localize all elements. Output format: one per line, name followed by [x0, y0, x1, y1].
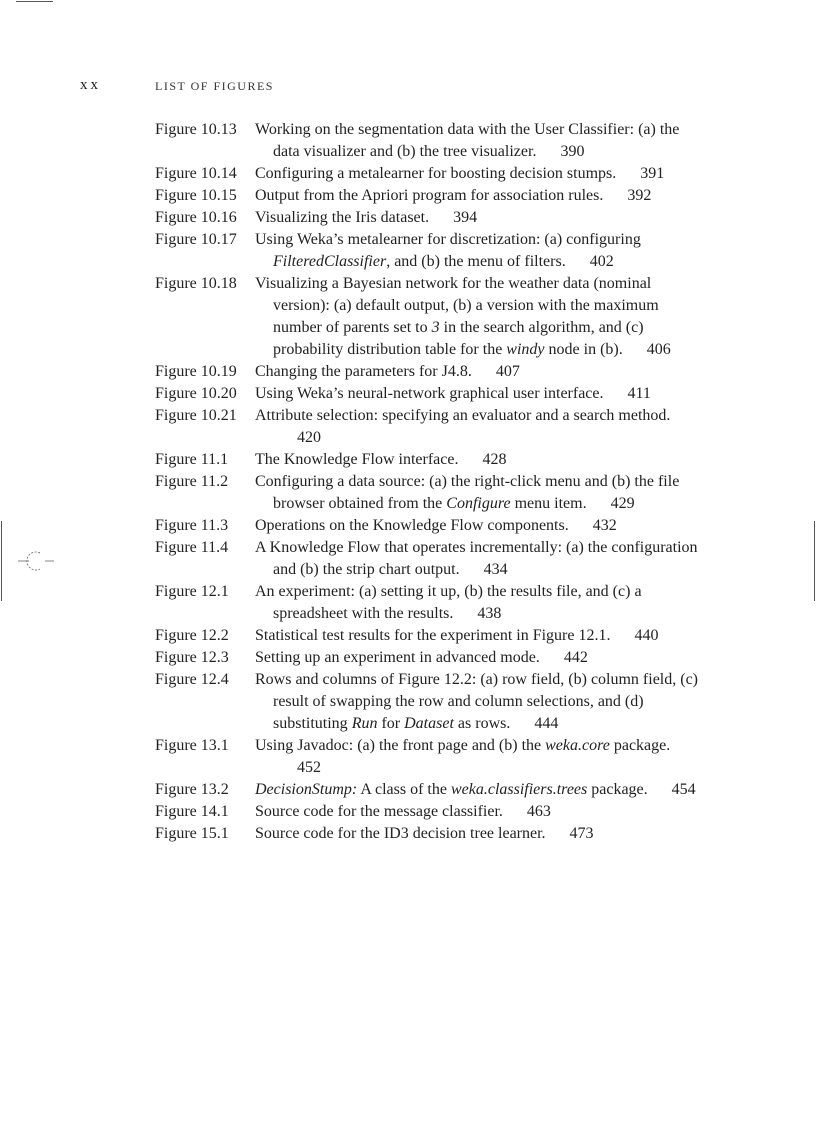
figure-page-number: 452: [297, 759, 321, 776]
caption-text: in the search algorithm, and (c) probability distribution table for the: [273, 319, 644, 358]
figure-label: Figure 10.21: [155, 407, 237, 424]
figure-label: Figure 11.1: [155, 451, 229, 468]
caption-text: Visualizing a Bayesian network for the weather data (nominal version): (a) default output, (b) a version with the maximum number of parents set to: [255, 275, 659, 336]
figure-caption: [255, 207, 703, 229]
figure-label: Figure 10.19: [155, 363, 237, 380]
figure-caption: [255, 735, 703, 779]
caption-italic-text: Dataset: [404, 715, 454, 732]
figure-label: Figure 11.2: [155, 473, 229, 490]
figure-caption: [255, 119, 703, 163]
caption-text: , and (b) the menu of filters.: [386, 253, 566, 270]
figure-entry: [155, 801, 715, 823]
figure-list: [155, 119, 715, 845]
figure-caption: [255, 471, 703, 515]
figure-label: Figure 12.4: [155, 671, 229, 688]
figure-page-number: 407: [495, 363, 520, 380]
figure-page-number: 394: [453, 209, 478, 226]
figure-label: Figure 15.1: [155, 825, 229, 842]
figure-page-number: 420: [297, 429, 321, 446]
figure-caption: [255, 669, 703, 735]
caption-text: A class of the: [357, 781, 451, 798]
figure-entry: [155, 273, 715, 361]
caption-text: Source code for the message classifier.: [255, 803, 503, 820]
figure-caption: [255, 185, 703, 207]
figure-label: Figure 12.2: [155, 627, 229, 644]
caption-text: Setting up an experiment in advanced mode.: [255, 649, 540, 666]
caption-text: Configuring a metalearner for boosting decision stumps.: [255, 165, 617, 182]
figure-page-number: 428: [482, 451, 507, 468]
figure-page-number: 406: [646, 341, 671, 358]
caption-text: Using Weka’s neural-network graphical user interface.: [255, 385, 604, 402]
figure-page-number: 392: [627, 187, 652, 204]
figure-page-number: 411: [627, 385, 651, 402]
figure-page-number: 432: [592, 517, 617, 534]
caption-text: menu item.: [510, 495, 587, 512]
figure-caption: [255, 383, 703, 405]
figure-page-number: 473: [569, 825, 594, 842]
caption-text: Source code for the ID3 decision tree learner.: [255, 825, 546, 842]
figure-label: Figure 14.1: [155, 803, 229, 820]
caption-text: Changing the parameters for J4.8.: [255, 363, 472, 380]
figure-entry: [155, 735, 715, 779]
figure-entry: [155, 537, 715, 581]
caption-italic-text: weka.classifiers.trees: [450, 781, 588, 798]
caption-text: Attribute selection: specifying an evaluator and a search method.: [255, 407, 671, 424]
caption-italic-text: FilteredClassifier: [273, 253, 387, 270]
crop-mark-right: [814, 521, 815, 601]
figure-caption: [255, 647, 703, 669]
figure-label: Figure 11.4: [155, 539, 229, 556]
figure-page-number: 442: [563, 649, 588, 666]
figure-caption: [255, 823, 703, 845]
figure-label: Figure 10.15: [155, 187, 237, 204]
figure-page-number: 390: [560, 143, 585, 160]
figure-label: Figure 10.18: [155, 275, 237, 292]
figure-label: Figure 10.14: [155, 165, 237, 182]
figure-entry: [155, 383, 715, 405]
caption-italic-text: windy: [506, 341, 545, 358]
figure-entry: [155, 581, 715, 625]
figure-page-number: 440: [634, 627, 659, 644]
figure-caption: [255, 537, 703, 581]
caption-italic-text: DecisionStump:: [255, 781, 358, 798]
figure-caption: [255, 163, 703, 185]
figure-entry: [155, 119, 715, 163]
caption-text: Statistical test results for the experiment in Figure 12.1.: [255, 627, 611, 644]
caption-text: Using Weka’s metalearner for discretization: (a) configuring: [255, 231, 641, 248]
figure-label: Figure 11.3: [155, 517, 229, 534]
registration-mark-icon: [18, 548, 54, 574]
figure-label: Figure 13.2: [155, 781, 229, 798]
figure-label: Figure 10.17: [155, 231, 237, 248]
caption-text: for: [377, 715, 405, 732]
figure-caption: [255, 449, 703, 471]
figure-entry: [155, 405, 715, 449]
figure-entry: [155, 647, 715, 669]
figure-label: Figure 12.3: [155, 649, 229, 666]
figure-entry: [155, 361, 715, 383]
crop-mark-left: [1, 521, 2, 601]
caption-text: The Knowledge Flow interface.: [255, 451, 459, 468]
figure-page-number: 444: [534, 715, 559, 732]
caption-text: Using Javadoc: (a) the front page and (b) the: [255, 737, 546, 754]
caption-text: node in (b).: [544, 341, 623, 358]
figure-page-number: 391: [640, 165, 665, 182]
caption-text: A Knowledge Flow that operates incrementally: (a) the configuration and (b) the strip chart output.: [255, 539, 698, 578]
page-number: xx: [80, 77, 101, 93]
figure-entry: [155, 449, 715, 471]
figure-caption: [255, 515, 703, 537]
figure-entry: [155, 471, 715, 515]
figure-caption: [255, 405, 703, 449]
figure-page-number: 429: [610, 495, 635, 512]
caption-italic-text: Run: [351, 715, 378, 732]
caption-italic-text: Configure: [446, 495, 511, 512]
caption-text: package.: [587, 781, 648, 798]
figure-entry: [155, 779, 715, 801]
caption-text: Output from the Apriori program for association rules.: [255, 187, 604, 204]
figure-caption: [255, 581, 703, 625]
caption-text: An experiment: (a) setting it up, (b) the results file, and (c) a spreadsheet with the results.: [255, 583, 642, 622]
figure-entry: [155, 625, 715, 647]
figure-caption: [255, 361, 703, 383]
caption-text: Working on the segmentation data with the User Classifier: (a) the data visualizer and (b) the tree visualizer.: [255, 121, 680, 160]
figure-caption: [255, 801, 703, 823]
caption-text: Visualizing the Iris dataset.: [255, 209, 430, 226]
figure-entry: [155, 207, 715, 229]
figure-page-number: 434: [483, 561, 508, 578]
figure-caption: [255, 779, 703, 801]
figure-caption: [255, 273, 703, 361]
caption-italic-text: 3: [431, 319, 440, 336]
figure-entry: [155, 515, 715, 537]
figure-entry: [155, 163, 715, 185]
figure-page-number: 454: [671, 781, 696, 798]
figure-label: Figure 13.1: [155, 737, 229, 754]
caption-italic-text: weka.core: [545, 737, 610, 754]
caption-text: Configuring a data source: (a) the right-click menu and (b) the file browser obtained from the: [255, 473, 680, 512]
figure-label: Figure 10.13: [155, 121, 237, 138]
figure-page-number: 402: [589, 253, 614, 270]
figure-entry: [155, 229, 715, 273]
figure-label: Figure 10.16: [155, 209, 237, 226]
running-head: LIST OF FIGURES: [155, 79, 274, 93]
figure-entry: [155, 185, 715, 207]
figure-caption: [255, 229, 703, 273]
crop-mark-top: [16, 1, 53, 2]
figure-page-number: 438: [477, 605, 502, 622]
figure-page-number: 463: [526, 803, 551, 820]
figure-entry: [155, 823, 715, 845]
figure-label: Figure 10.20: [155, 385, 237, 402]
caption-text: as rows.: [453, 715, 511, 732]
figure-entry: [155, 669, 715, 735]
caption-text: Rows and columns of Figure 12.2: (a) row field, (b) column field, (c) result of swapping the row and column selections, and (d) substituting: [255, 671, 699, 732]
figure-label: Figure 12.1: [155, 583, 229, 600]
caption-text: Operations on the Knowledge Flow components.: [255, 517, 569, 534]
figure-caption: [255, 625, 703, 647]
caption-text: package.: [609, 737, 671, 754]
